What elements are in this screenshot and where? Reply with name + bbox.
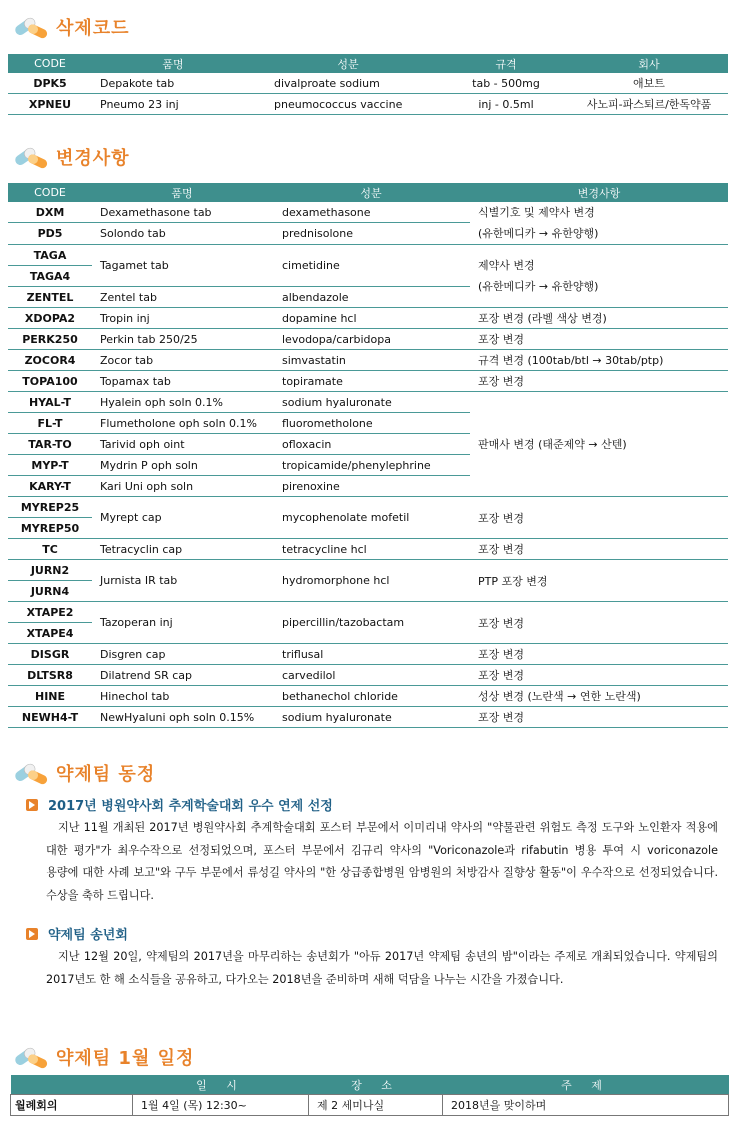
table-row [8,539,728,560]
name-cell: Zentel tab [92,287,272,308]
table-row [8,245,728,266]
place-cell: 제 2 세미나실 [309,1095,443,1116]
change-line: (유한메디카 → 유한양행) [478,280,599,293]
name-cell: Hinechol tab [92,686,272,707]
name-cell: Zocor tab [92,350,272,371]
ingredient-cell: bethanechol chloride [272,686,470,707]
change-cell [470,202,728,245]
change-cell: 포장 변경 [470,707,728,728]
ingredient-cell: levodopa/carbidopa [272,329,470,350]
table-row [8,329,728,350]
ingredient-cell: mycophenolate mofetil [272,497,470,539]
name-cell: Disgren cap [92,644,272,665]
change-cell: 포장 변경 [470,665,728,686]
change-cell: 포장 변경 [470,602,728,644]
event-cell: 월례회의 [11,1095,133,1116]
ingredient-cell: carvedilol [272,665,470,686]
change-cell: 포장 변경 [470,644,728,665]
spec-cell: inj - 0.5ml [442,94,570,115]
name-cell: Solondo tab [92,223,272,245]
code-cell: ZENTEL [8,287,92,308]
schedule-table [10,1075,729,1116]
name-cell: Perkin tab 250/25 [92,329,272,350]
pill-icon [12,12,50,42]
bullet-arrow-icon [26,928,38,940]
code-cell: MYREP50 [8,518,92,539]
col-header: 규격 [442,54,570,73]
change-cell: 포장 변경 [470,329,728,350]
change-cell: 포장 변경 [470,371,728,392]
change-line: (유한메디카 → 유한양행) [478,227,599,240]
company-cell: 사노피-파스퇴르/한독약품 [570,94,728,115]
ingredient-cell: simvastatin [272,350,470,371]
section-title: 변경사항 [56,148,130,169]
section-title: 약제팀 1월 일정 [56,1048,195,1069]
section-title: 약제팀 동정 [56,764,156,785]
code-cell: PD5 [8,223,92,245]
table-row [11,1095,729,1116]
name-cell: Pneumo 23 inj [92,94,254,115]
code-cell: TAR-TO [8,434,92,455]
col-header [11,1075,133,1095]
code-cell: DISGR [8,644,92,665]
col-header: 주 제 [443,1075,729,1095]
table-row [8,350,728,371]
col-header: 품명 [92,183,272,202]
deleted-codes-table [8,54,728,115]
name-cell: Myrept cap [92,497,272,539]
table-row [8,665,728,686]
ingredient-cell: fluorometholone [272,413,470,434]
section-changes-header [12,140,130,174]
change-cell: 판매사 변경 (태준제약 → 산텐) [470,392,728,497]
company-cell: 애보트 [570,73,728,94]
col-header: 회사 [570,54,728,73]
code-cell: TAGA4 [8,266,92,287]
name-cell: Depakote tab [92,73,254,94]
table-row [8,644,728,665]
news-item-title: 2017년 병원약사회 추계학술대회 우수 연제 선정 [48,799,333,814]
section-title: 삭제코드 [56,18,130,39]
code-cell: JURN4 [8,581,92,602]
change-cell: 규격 변경 (100tab/btl → 30tab/ptp) [470,350,728,371]
code-cell: HYAL-T [8,392,92,413]
name-cell: Topamax tab [92,371,272,392]
table-row [8,686,728,707]
pill-icon [12,758,50,788]
table-row [8,602,728,623]
code-cell: DLTSR8 [8,665,92,686]
change-line: 제약사 변경 [478,259,535,272]
table-row [8,94,728,115]
ingredient-cell: pipercillin/tazobactam [272,602,470,644]
table-row [8,73,728,94]
name-cell: Flumetholone oph soln 0.1% [92,413,272,434]
ingredient-cell: sodium hyaluronate [272,392,470,413]
section-team-news-header [12,756,155,790]
table-row [8,308,728,329]
ingredient-cell: divalproate sodium [254,73,442,94]
topic-cell: 2018년을 맞이하며 [443,1095,729,1116]
code-cell: FL-T [8,413,92,434]
change-cell: PTP 포장 변경 [470,560,728,602]
code-cell: MYP-T [8,455,92,476]
change-cell: 포장 변경 (라벨 색상 변경) [470,308,728,329]
code-cell: TOPA100 [8,371,92,392]
code-cell: KARY-T [8,476,92,497]
news-item-body: 지난 12월 20일, 약제팀의 2017년을 마무리하는 송년회가 "아듀 2017년 약제팀 송년의 밤"이라는 주제로 개최되었습니다. 약제팀의 2017년도 한 해 소식들을 공유하고, 다가오는 2018년을 준비하며 새해 덕담을 나누는 시간을 가졌습니다. [46,950,718,986]
table-row [8,371,728,392]
bullet-arrow-icon [26,799,38,811]
code-cell: TAGA [8,245,92,266]
ingredient-cell: triflusal [272,644,470,665]
ingredient-cell: dopamine hcl [272,308,470,329]
code-cell: DPK5 [8,73,92,94]
change-cell [470,245,728,308]
col-header: 일 시 [133,1075,309,1095]
news-item-header [26,924,128,943]
pill-icon [12,1042,50,1072]
code-cell: NEWH4-T [8,707,92,728]
code-cell: XTAPE4 [8,623,92,644]
name-cell: Tazoperan inj [92,602,272,644]
name-cell: Hyalein oph soln 0.1% [92,392,272,413]
name-cell: Dexamethasone tab [92,202,272,223]
table-row [8,392,728,413]
col-header: 품명 [92,54,254,73]
code-cell: TC [8,539,92,560]
ingredient-cell: tetracycline hcl [272,539,470,560]
code-cell: MYREP25 [8,497,92,518]
ingredient-cell: prednisolone [272,223,470,245]
ingredient-cell: hydromorphone hcl [272,560,470,602]
name-cell: Kari Uni oph soln [92,476,272,497]
table-row [8,497,728,518]
col-header: 장 소 [309,1075,443,1095]
ingredient-cell: pirenoxine [272,476,470,497]
table-row [8,707,728,728]
code-cell: PERK250 [8,329,92,350]
section-deleted-header [12,10,130,44]
name-cell: Mydrin P oph soln [92,455,272,476]
changes-table [8,183,728,728]
ingredient-cell: pneumococcus vaccine [254,94,442,115]
code-cell: XPNEU [8,94,92,115]
code-cell: DXM [8,202,92,223]
ingredient-cell: albendazole [272,287,470,308]
code-cell: JURN2 [8,560,92,581]
table-row [8,202,728,223]
name-cell: Tropin inj [92,308,272,329]
name-cell: Tarivid oph oint [92,434,272,455]
name-cell: Tagamet tab [92,245,272,287]
name-cell: Tetracyclin cap [92,539,272,560]
col-header: CODE [8,54,92,73]
spec-cell: tab - 500mg [442,73,570,94]
change-line: 식별기호 및 제약사 변경 [478,206,595,219]
col-header: CODE [8,183,92,202]
name-cell: Jurnista IR tab [92,560,272,602]
ingredient-cell: tropicamide/phenylephrine [272,455,470,476]
news-item-title: 약제팀 송년회 [48,928,128,943]
change-cell: 성상 변경 (노란색 → 연한 노란색) [470,686,728,707]
ingredient-cell: dexamethasone [272,202,470,223]
section-schedule-header [12,1040,194,1074]
table-row [8,560,728,581]
code-cell: XDOPA2 [8,308,92,329]
ingredient-cell: cimetidine [272,245,470,287]
name-cell: NewHyaluni oph soln 0.15% [92,707,272,728]
code-cell: ZOCOR4 [8,350,92,371]
code-cell: XTAPE2 [8,602,92,623]
pill-icon [12,142,50,172]
col-header: 성분 [254,54,442,73]
datetime-cell: 1월 4일 (목) 12:30~ [133,1095,309,1116]
code-cell: HINE [8,686,92,707]
change-cell: 포장 변경 [470,497,728,539]
ingredient-cell: sodium hyaluronate [272,707,470,728]
news-item-header [26,795,333,814]
news-item-body: 지난 11월 개최된 2017년 병원약사회 추계학술대회 포스터 부문에서 이미리내 약사의 "약물관련 위험도 측정 도구와 노인환자 적용에 대한 평가"가 최우수작으로 선정되었으며, 포스터 부문에서 김규리 약사의 "Voriconazole과 rifabutin 병용 투여 시 voriconazole 용량에 대한 사례 보고"와 구두 부문에서 류성길 약사의 "한 상급종합병원 암병원의 처방감사 질향상 활동"이 우수작으로 선정되었습니다. 수상을 축하 드립니다. [46,821,718,902]
ingredient-cell: topiramate [272,371,470,392]
col-header: 변경사항 [470,183,728,202]
change-cell: 포장 변경 [470,539,728,560]
name-cell: Dilatrend SR cap [92,665,272,686]
ingredient-cell: ofloxacin [272,434,470,455]
col-header: 성분 [272,183,470,202]
